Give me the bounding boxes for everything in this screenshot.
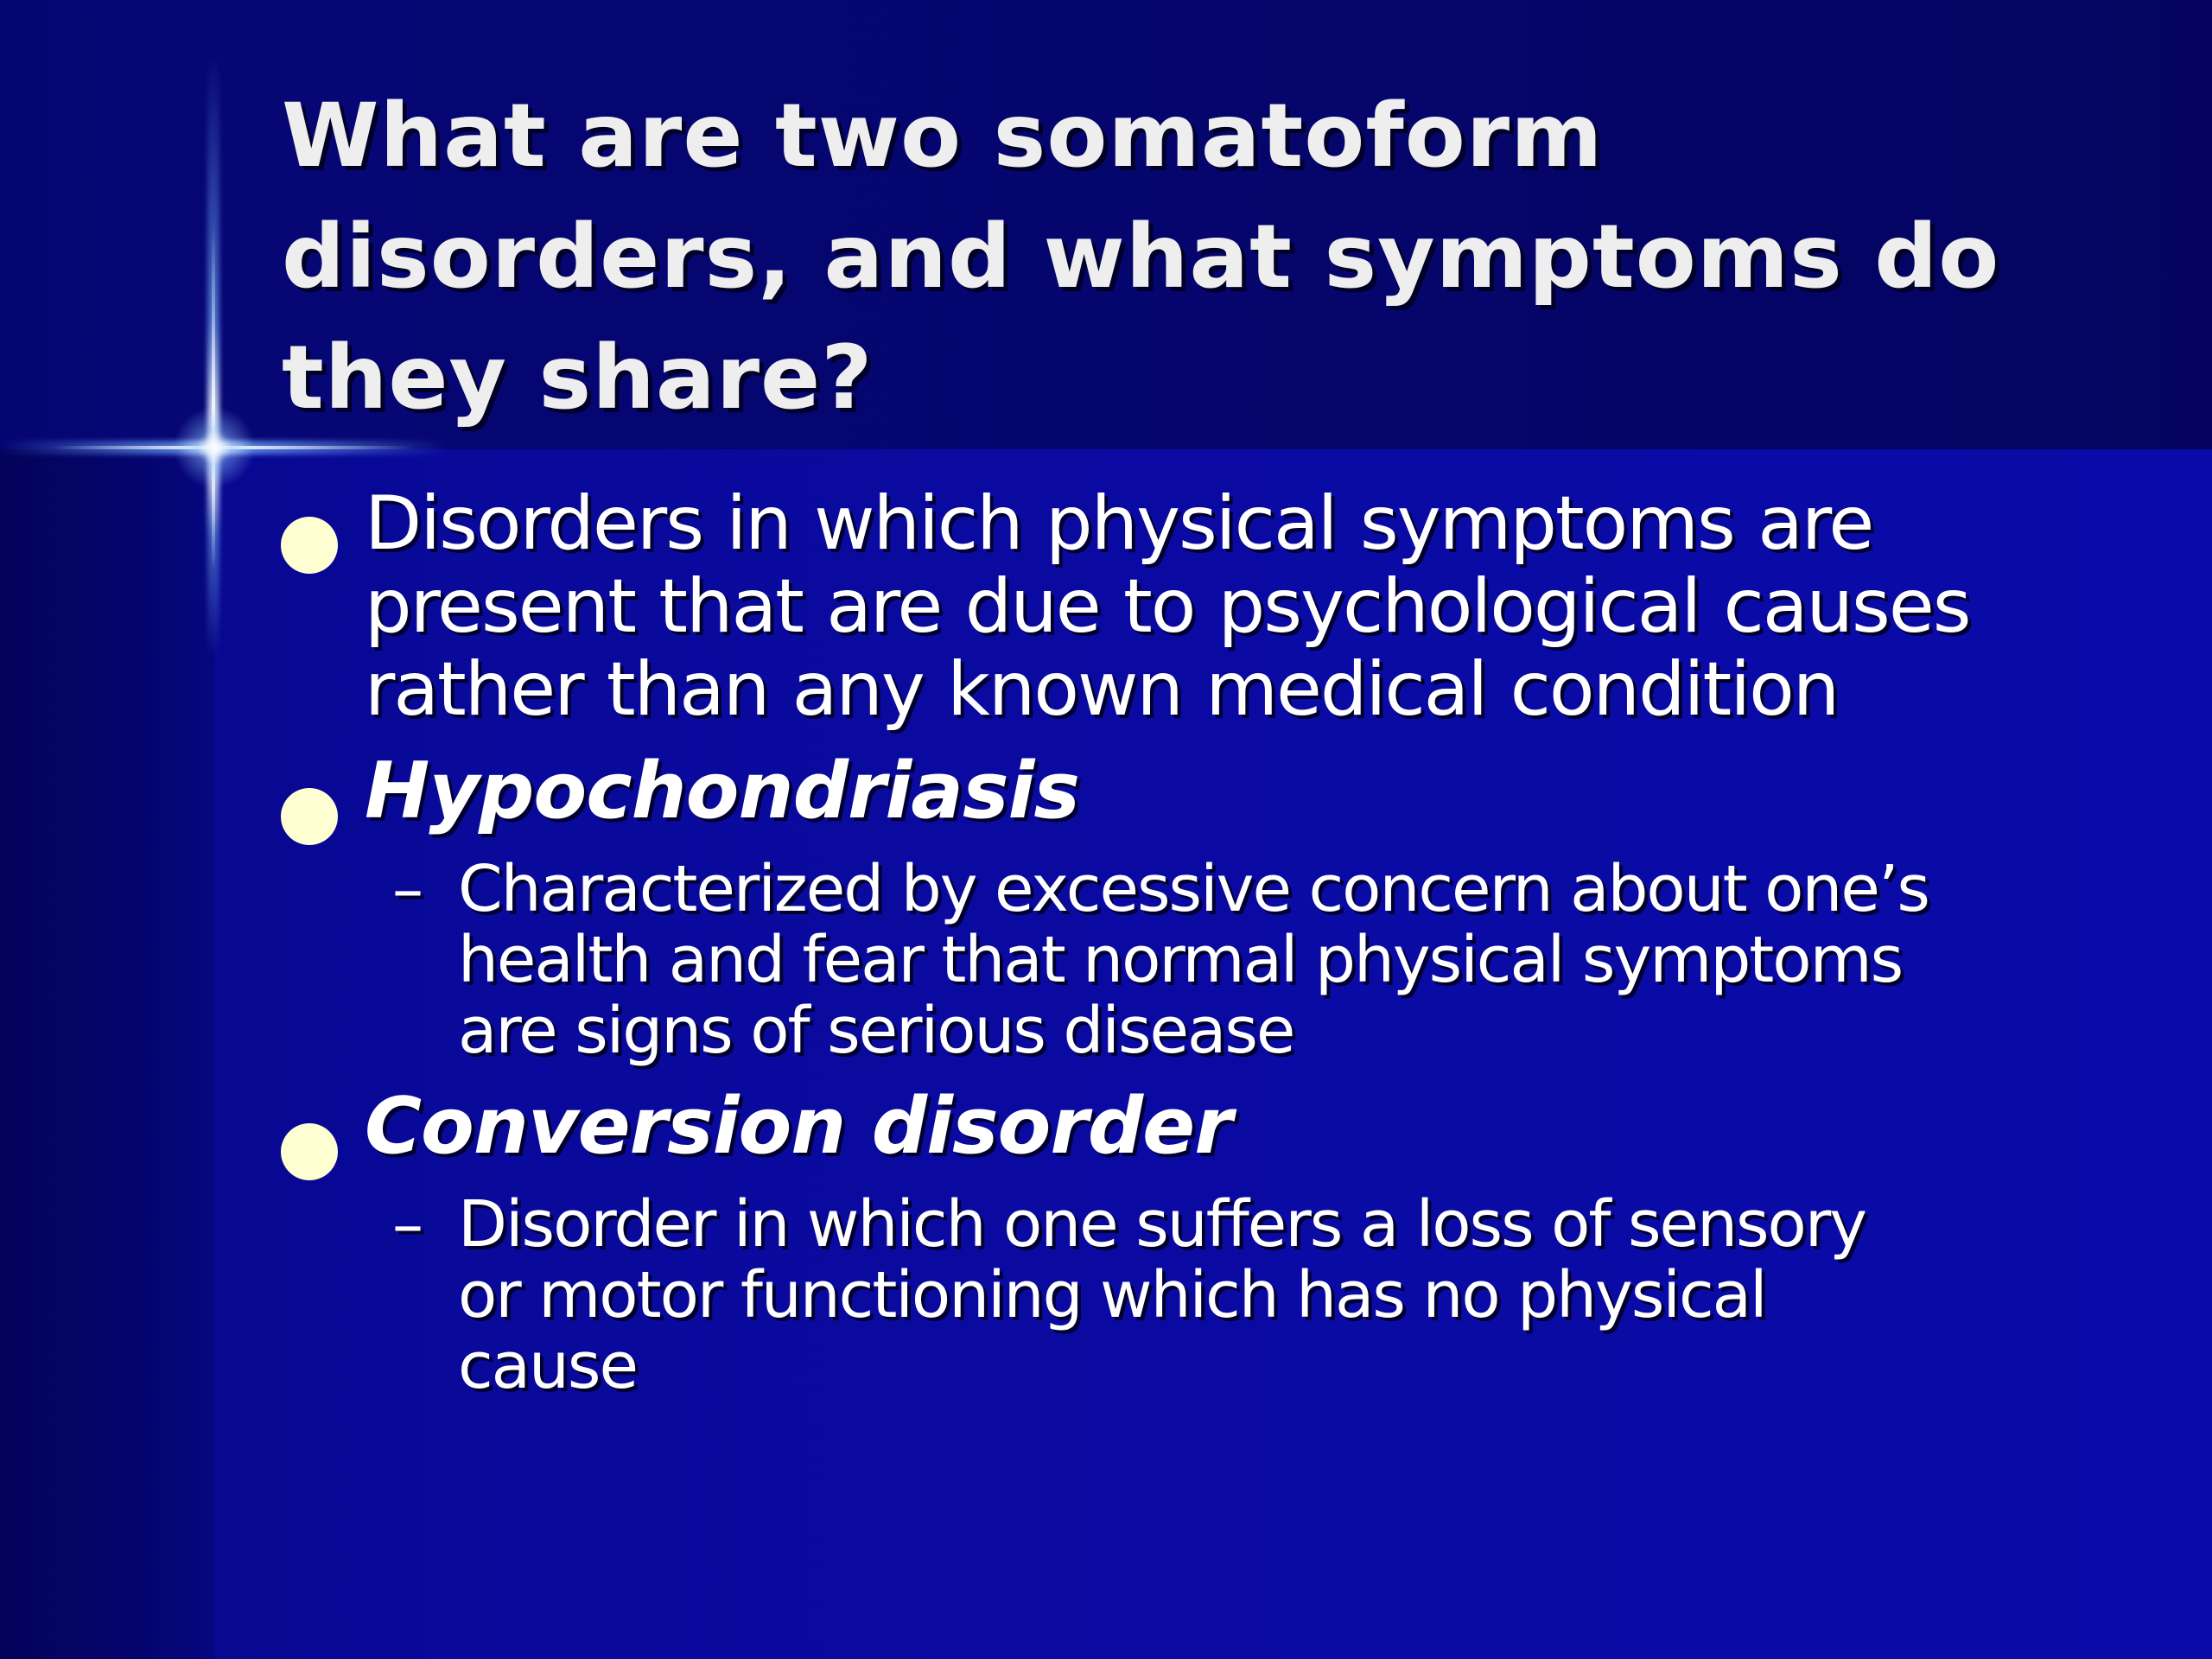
bullet-item-definition	[276, 482, 2160, 731]
light-flare-vertical-core	[212, 225, 215, 570]
sub-list	[365, 854, 2160, 1066]
bullet-heading: Conversion disorder	[365, 1081, 1232, 1172]
sub-text-line: Disorder in which one suffers a loss of sensory	[458, 1187, 1866, 1262]
dash-icon: –	[392, 853, 423, 925]
bullet-dot-icon	[281, 517, 338, 574]
bullet-text-line: present that are due to psychological causes	[365, 563, 1970, 650]
dash-icon: –	[392, 1188, 423, 1261]
bullet-item-hypochondriasis	[276, 748, 2160, 1066]
slide-title	[282, 76, 2079, 439]
sub-text-line: health and fear that normal physical symptoms	[458, 923, 1903, 997]
title-line: disorders, and what symptoms do	[282, 206, 2000, 308]
bullet-text-line: rather than any known medical condition	[365, 646, 1839, 733]
light-flare-glow	[173, 406, 256, 489]
sub-text-line: cause	[458, 1329, 638, 1403]
title-line: they share?	[282, 327, 874, 429]
bullet-dot-icon	[281, 788, 338, 845]
sub-text-line: or motor functioning which has no physical	[458, 1258, 1766, 1332]
sub-text-line: are signs of serious disease	[458, 994, 1294, 1068]
title-line: What are two somatoform	[282, 85, 1604, 188]
sub-item	[365, 1189, 2160, 1402]
sub-text-line: Characterized by excessive concern about one’s	[458, 852, 1929, 926]
bullet-item-conversion-disorder	[276, 1081, 2160, 1403]
bullet-list	[276, 475, 2160, 1402]
bullet-heading: Hypochondriasis	[365, 746, 1079, 836]
bullet-text-line: Disorders in which physical symptoms are	[365, 480, 1873, 567]
sub-list	[365, 1189, 2160, 1402]
bullet-dot-icon	[281, 1123, 338, 1180]
sub-item	[365, 854, 2160, 1066]
